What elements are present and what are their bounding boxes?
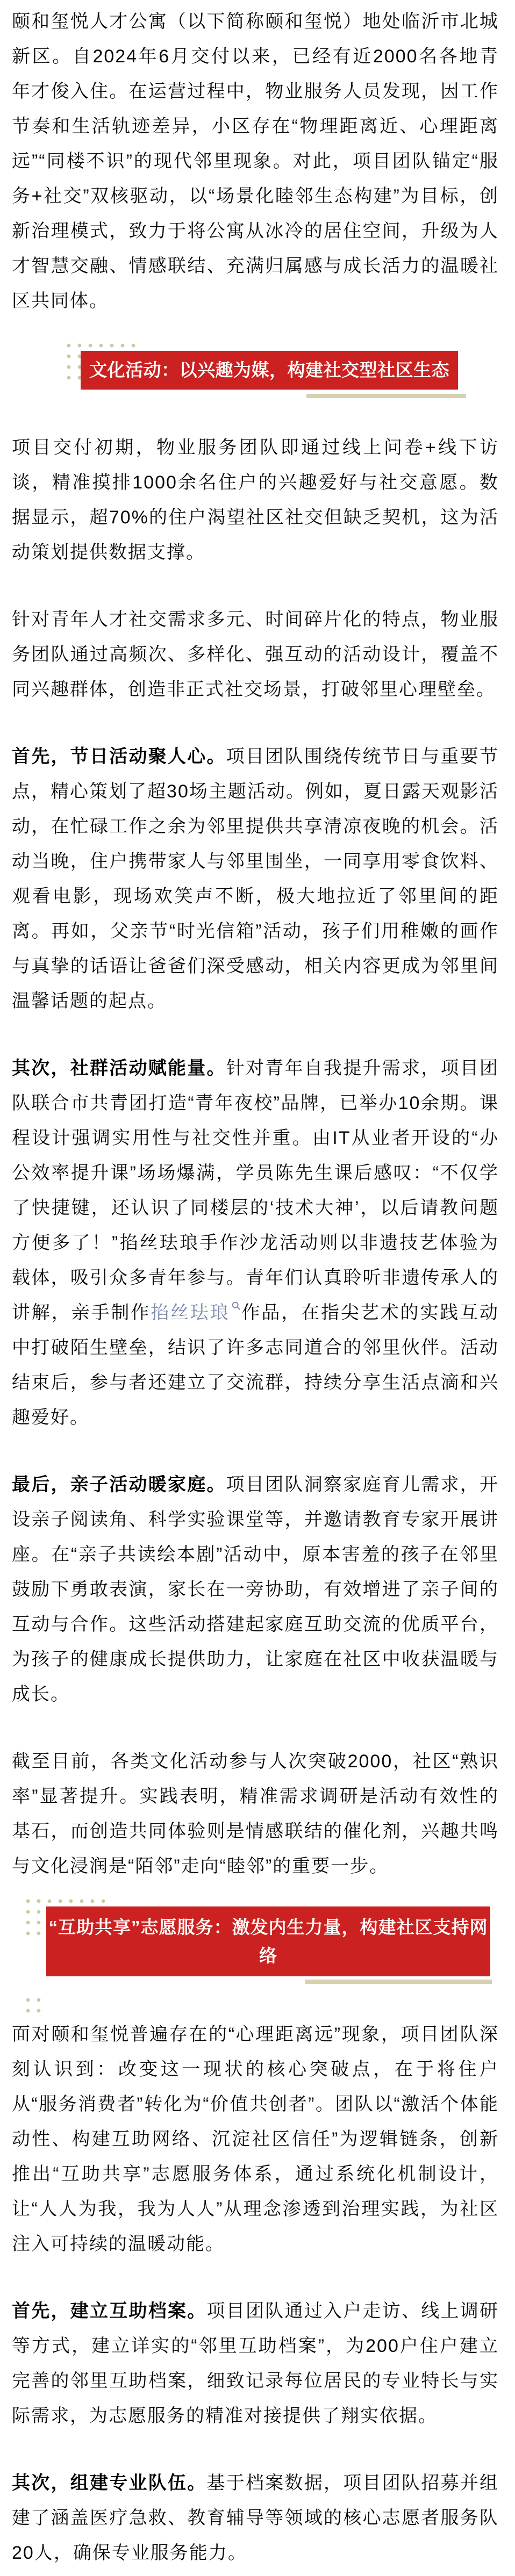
banner-underline-bar [306,394,466,398]
banner-underline-bar [305,1980,492,1984]
paragraph [12,4,499,319]
paragraph-lead: 首先，节日活动聚人心。 [12,746,226,767]
paragraph-text: 项目团队围绕传统节日与重要节点，精心策划了超30场主题活动。例如，夏日露天观影活动，在忙碌工作之余为邻里提供共享清凉夜晚的机会。活动当晚，住户携带家人与邻里围坐，一同享用零食饮料、观看电影，现场欢笑声不断，极大地拉近了邻里间的距离。再如，父亲节“时光信箱”活动，孩子们用稚嫩的画作与真挚的话语让爸爸们深受感动，相关内容更成为邻里间温馨话题的起点。 [12,746,499,1011]
paragraph [12,1744,499,1884]
entity-link[interactable] [151,1303,241,1323]
section-banner [12,351,499,398]
section-banner [12,1906,499,1985]
paragraph-text: 截至目前，各类文化活动参与人次突破2000，社区“熟识率”显著提升。实践表明，精准需求调研是活动有效性的基石，而创造共同体验则是情感联结的催化剂，兴趣共鸣与文化浸润是“陌邻”走向“睦邻”的重要一步。 [12,1751,499,1876]
paragraph [12,2466,499,2571]
paragraph-text: 项目交付初期，物业服务团队即通过线上问卷+线下访谈，精准摸排1000余名住户的兴趣爱好与社交意愿。数据显示，超70%的住户渴望社区社交但缺乏契机，这为活动策划提供数据支撑。 [12,437,499,563]
paragraph-lead: 首先，建立互助档案。 [12,2301,207,2321]
paragraph-text: 项目团队洞察家庭育儿需求，开设亲子阅读角、科学实验课堂等，并邀请教育专家开展讲座。在“亲子共读绘本剧”活动中，原本害羞的孩子在邻里鼓励下勇敢表演，家长在一旁协助，有效增进了亲子间的互动与合作。这些活动搭建起家庭互助交流的优质平台，为孩子的健康成长提供助力，让家庭在社区中收获温暖与成长。 [12,1474,499,1704]
dots-decoration-icon [25,1898,47,1942]
paragraph-text: 项目团队通过入户走访、线上调研等方式，建立详实的“邻里互助档案”，为200户住户建立完善的邻里互助档案，细致记录每位居民的专业特长与实际需求，为志愿服务的精准对接提供了翔实依据。 [12,2301,499,2426]
paragraph-text: 颐和玺悦人才公寓（以下简称颐和玺悦）地处临沂市北城新区。自2024年6月交付以来，已经有近2000名各地青年才俊入住。在运营过程中，物业服务人员发现，因工作节奏和生活轨迹差异，小区存在“物理距离近、心理距离远”“同楼不识”的现代邻里现象。对此，项目团队锚定“服务+社交”双核驱动，以“场景化睦邻生态构建”为目标，创新治理模式，致力于将公寓从冰冷的居住空间，升级为人才智慧交融、情感联结、充满归属感与成长活力的温暖社区共同体。 [12,11,499,311]
paragraph [12,602,499,707]
paragraph [12,2017,499,2262]
entity-link-text: 掐丝珐琅 [151,1303,230,1323]
paragraph-text: 面对颐和玺悦普遍存在的“心理距离远”现象，项目团队深刻认识到：改变这一现状的核心突破点，在于将住户从“服务消费者”转化为“价值共创者”。团队以“激活个体能动性、构建互助网络、沉淀社区信任”为逻辑链条，创新推出“互助共享”志愿服务体系，通过系统化机制设计，让“人人为我，我为人人”从理念渗透到治理实践，为社区注入可持续的温暖动能。 [12,2024,499,2254]
dots-decoration-icon [25,1997,47,2019]
paragraph-lead: 其次，组建专业队伍。 [12,2473,207,2493]
section-banner-title: 文化活动：以兴趣为媒，构建社交型社区生态 [81,351,458,390]
paragraph-text: 基于档案数据，项目团队招募并组建了涵盖医疗急救、教育辅导等领域的核心志愿者服务队20人，确保专业服务能力。 [12,2473,499,2563]
paragraph-lead: 其次，社群活动赋能量。 [12,1058,226,1078]
search-icon [231,1301,241,1311]
paragraph-text: 作品，在指尖艺术的实践互动中打破陌生壁垒，结识了许多志同道合的邻里伙伴。活动结束后，参与者还建立了交流群，持续分享生活点滴和兴趣爱好。 [12,1303,499,1428]
paragraph-lead: 最后，亲子活动暖家庭。 [12,1474,226,1495]
paragraph-text: 针对青年自我提升需求，项目团队联合市共青团打造“青年夜校”品牌，已举办10余期。课程设计强调实用性与社交性并重。由IT从业者开设的“办公效率提升课”场场爆满，学员陈先生课后感叹：“不仅学了快捷键，还认识了同楼层的‘技术大神’，以后请教问题方便多了！”掐丝珐琅手作沙龙活动则以非遗技艺体验为载体，吸引众多青年参与。青年们认真聆听非遗传承人的讲解，亲手制作 [12,1058,499,1323]
section-banner-title: “互助共享”志愿服务：激发内生力量，构建社区支持网络 [46,1906,490,1976]
paragraph-text: 针对青年人才社交需求多元、时间碎片化的特点，物业服务团队通过高频次、多样化、强互动的活动设计，覆盖不同兴趣群体，创造非正式社交场景，打破邻里心理壁垒。 [12,609,499,700]
paragraph [12,1467,499,1712]
paragraph [12,1051,499,1435]
paragraph [12,430,499,570]
paragraph [12,739,499,1019]
paragraph [12,2294,499,2434]
